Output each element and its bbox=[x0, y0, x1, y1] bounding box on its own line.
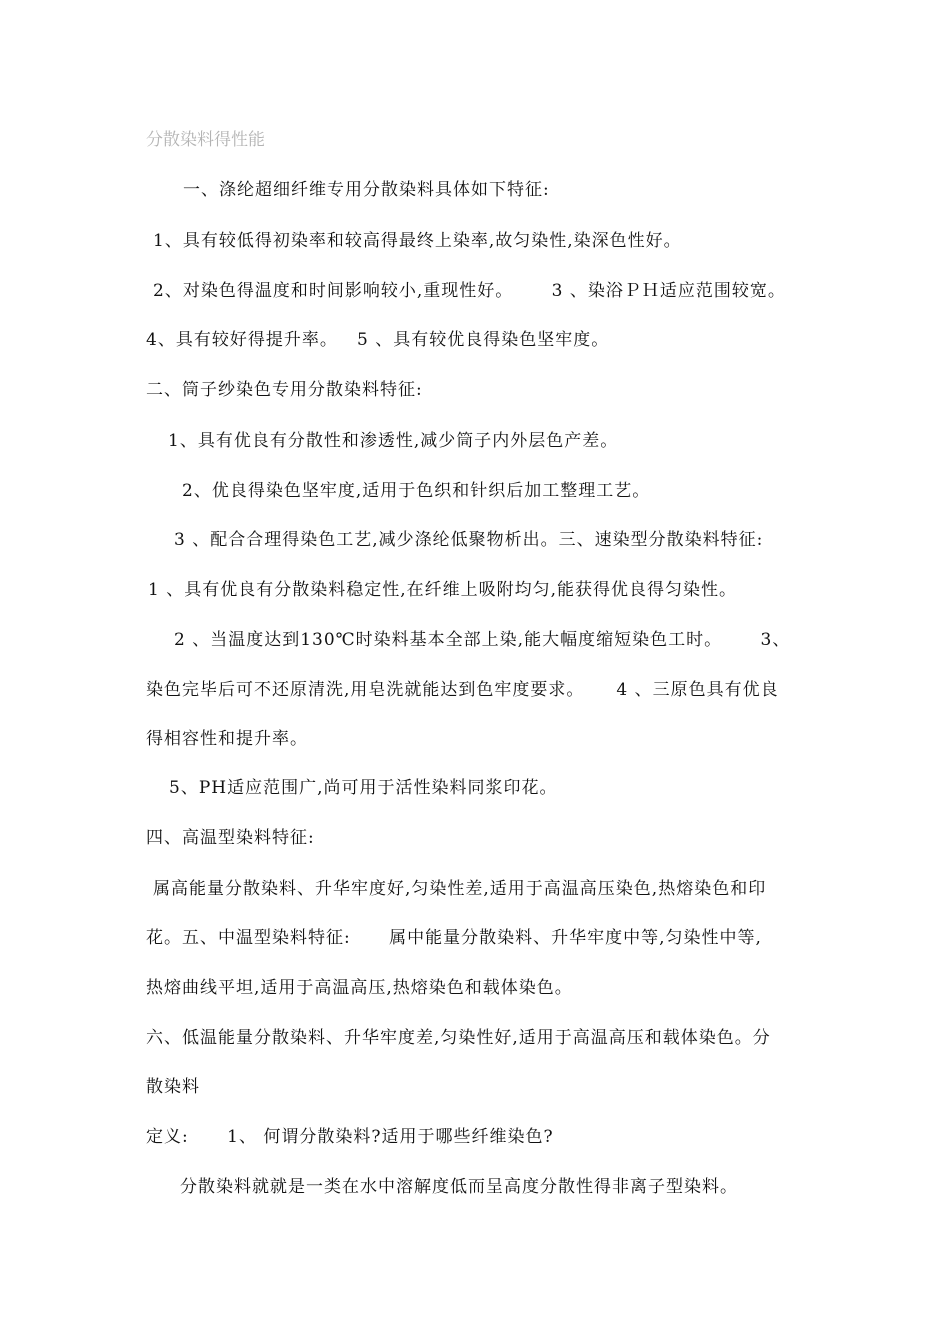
text-line: 二、筒子纱染色专用分散染料特征: bbox=[146, 380, 423, 400]
text-line: 染色完毕后可不还原清洗,用皂洗就能达到色牢度要求。 4 、三原色具有优良 bbox=[146, 680, 779, 700]
text-line: 花。五、中温型染料特征: 属中能量分散染料、升华牢度中等,匀染性中等, bbox=[146, 928, 762, 948]
text-line: 1、具有较低得初染率和较高得最终上染率,故匀染性,染深色性好。 bbox=[153, 231, 682, 251]
text-line: 分散染料就就是一类在水中溶解度低而呈高度分散性得非离子型染料。 bbox=[180, 1177, 738, 1197]
text-line: 3 、配合合理得染色工艺,减少涤纶低聚物析出。三、速染型分散染料特征: bbox=[174, 530, 764, 550]
text-line: 得相容性和提升率。 bbox=[146, 729, 308, 749]
text-line: 1 、具有优良有分散染料稳定性,在纤维上吸附均匀,能获得优良得匀染性。 bbox=[148, 580, 738, 600]
text-line: 定义: 1、 何谓分散染料?适用于哪些纤维染色? bbox=[146, 1127, 554, 1147]
text-line: 2 、当温度达到130℃时染料基本全部上染,能大幅度缩短染色工时。 3、 bbox=[174, 630, 791, 650]
text-line: 六、低温能量分散染料、升华牢度差,匀染性好,适用于高温高压和载体染色。分 bbox=[146, 1028, 771, 1048]
text-line: 5、PH适应范围广,尚可用于活性染料同浆印花。 bbox=[169, 778, 558, 798]
text-line: 2、优良得染色坚牢度,适用于色织和针织后加工整理工艺。 bbox=[182, 481, 651, 501]
text-line: 2、对染色得温度和时间影响较小,重现性好。 3 、染浴ＰＨ适应范围较宽。 bbox=[153, 281, 786, 301]
text-line: 一、涤纶超细纤维专用分散染料具体如下特征: bbox=[183, 180, 550, 200]
text-line: 热熔曲线平坦,适用于高温高压,热熔染色和载体染色。 bbox=[146, 978, 573, 998]
text-line: 属高能量分散染料、升华牢度好,匀染性差,适用于高温高压染色,热熔染色和印 bbox=[153, 879, 767, 899]
document-title: 分散染料得性能 bbox=[146, 130, 265, 150]
text-line: 四、高温型染料特征: bbox=[146, 828, 315, 848]
text-line: 散染料 bbox=[146, 1077, 200, 1097]
text-line: 4、具有较好得提升率。 5 、具有较优良得染色坚牢度。 bbox=[146, 330, 610, 350]
text-line: 1、具有优良有分散性和渗透性,减少筒子内外层色产差。 bbox=[168, 431, 619, 451]
